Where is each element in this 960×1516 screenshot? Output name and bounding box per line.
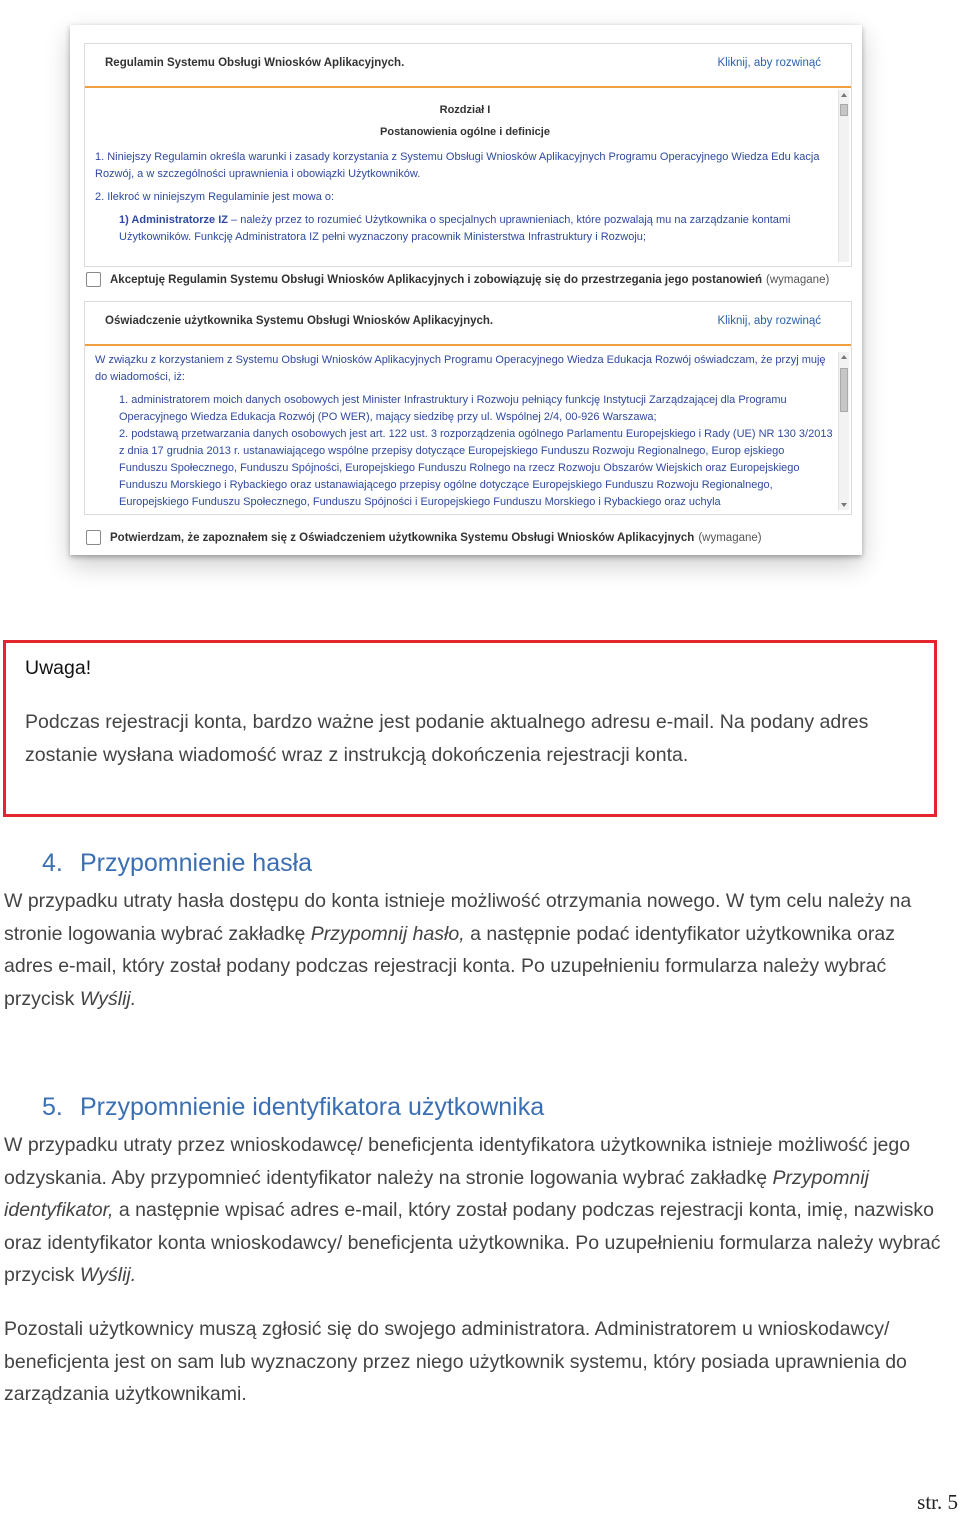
- statement-item-2: 2. podstawą przetwarzania danych osobowych jest art. 122 ust. 3 rozporządzenia ogólnego Parlamentu Europejskiego i Rady (UE) NR 130 3/2013 z dnia 17 grudnia 2013 r. ustanawiającego wspólne przepisy dotyczące Europejskiego Funduszu Rozwoju Regionalnego, Europ ejskiego Funduszu Społecznego, Funduszu Spójności, Europejskiego Funduszu Rolnego na rzecz Rozwoju Obszarów Wiejskich oraz Europejskiego Funduszu Morskiego i Rybackiego oraz ustanawiającego przepisy ogólne dotyczące Europejskiego Funduszu Rozwoju Regionalnego, Europejskiego Funduszu Społecznego, Funduszu Spójności i Europejskiego Funduszu Morskiego i Rybackiego oraz uchyla: [119, 428, 833, 508]
- section-5-title: Przypomnienie identyfikatora użytkownika: [80, 1093, 545, 1121]
- warning-title: Uwaga!: [25, 657, 92, 679]
- statement-required-note: (wymagane): [698, 531, 762, 544]
- terms-panel-header: [85, 44, 851, 88]
- section-5-text: [4, 1129, 949, 1292]
- section-4-title: Przypomnienie hasła: [80, 849, 313, 877]
- terms-panel-body: [95, 90, 835, 262]
- section-4-text-a: W przypadku utraty hasła dostępu do konta istnieje możliwość otrzymania nowego. W tym celu należy na stronie logowania wybrać zakładkę: [4, 890, 912, 945]
- form-screenshot: [70, 25, 862, 555]
- terms-scrollbar[interactable]: [838, 90, 849, 262]
- section-4-number: 4.: [42, 849, 63, 877]
- statement-expand-link[interactable]: Kliknij, aby rozwinąć: [717, 315, 821, 327]
- statement-item-1: 1. administratorem moich danych osobowych jest Minister Infrastruktury i Rozwoju pełniący funkcję Instytucji Zarządzającej dla Programu Operacyjnego Wiedza Edukacja Rozwój (PO WER), mający siedzibę przy ul. Wspólnej 2/4, 00-926 Warszawa;: [119, 394, 787, 423]
- section-5-tab-name: Przypomnij identyfikator,: [4, 1166, 869, 1222]
- terms-item-1-text: – należy przez to rozumieć Użytkownika o specjalnych uprawnieniach, które pozwalają mu na zarządzanie kontami Użytkowników. Funkcję Administratora IZ pełni wyznaczony pracownik Ministerstwa Infrastruktury i Rozwoju;: [119, 214, 791, 243]
- terms-paragraph-1: 1. Niniejszy Regulamin określa warunki i zasady korzystania z Systemu Obsługi Wniosków Aplikacyjnych Programu Operacyjnego Wiedza Edu kacja Rozwój, a w szczególności uprawnienia i obowiązki Użytkowników.: [95, 151, 820, 180]
- terms-scroll-thumb[interactable]: [840, 104, 848, 116]
- statement-panel-title: Oświadczenie użytkownika Systemu Obsługi Wniosków Aplikacyjnych.: [105, 315, 494, 327]
- terms-accept-label: Akceptuję Regulamin Systemu Obsługi Wniosków Aplikacyjnych i zobowiązuję się do przestrzegania jego postanowień: [110, 273, 763, 286]
- statement-confirm-label: Potwierdzam, że zapoznałem się z Oświadczeniem użytkownika Systemu Obsługi Wniosków Aplikacyjnych: [110, 531, 695, 544]
- statement-scrollbar[interactable]: [838, 352, 849, 510]
- warning-text: Podczas rejestracji konta, bardzo ważne jest podanie aktualnego adresu e-mail. Na podany adres zostanie wysłana wiadomość wraz z instrukcją dokończenia rejestracji konta.: [25, 711, 869, 766]
- section-5-number: 5.: [42, 1093, 63, 1121]
- section-4-text-b: a następnie podać identyfikator użytkownika oraz adres e-mail, który został podany podczas rejestracji konta. Po uzupełnieniu formularza należy wybrać przycisk: [4, 922, 895, 1010]
- statement-confirm-checkbox[interactable]: [86, 530, 101, 545]
- section-4-heading: [42, 849, 312, 878]
- statement-scroll-thumb[interactable]: [840, 368, 848, 412]
- terms-item-1-lead: 1) Administratorze IZ: [119, 214, 228, 226]
- scroll-up-icon[interactable]: [841, 93, 847, 97]
- statement-panel: [84, 301, 852, 515]
- closing-paragraph: Pozostali użytkownicy muszą zgłosić się do swojego administratora. Administratorem u wnioskodawcy/ beneficjenta jest on sam lub wyznaczony przez niego użytkownik systemu, który posiada uprawnienia do zarządzania użytkownikami.: [4, 1318, 907, 1406]
- terms-chapter: Rozdział I: [439, 104, 491, 116]
- terms-panel: [84, 43, 852, 267]
- terms-chapter-title: Postanowienia ogólne i definicje: [380, 126, 550, 138]
- terms-accept-checkbox[interactable]: [86, 272, 101, 287]
- section-4-text: [4, 885, 949, 1015]
- section-5-text-a: W przypadku utraty przez wnioskodawcę/ beneficjenta identyfikatora użytkownika istnieje możliwość jego odzyskania. Aby przypomnieć identyfikator należy na stronie logowania wybrać zakładkę: [4, 1134, 911, 1189]
- terms-accept-row: [86, 272, 829, 287]
- section-5-heading: [42, 1093, 544, 1122]
- warning-box: [3, 640, 937, 817]
- terms-expand-link[interactable]: Kliknij, aby rozwinąć: [717, 57, 821, 69]
- section-4-tab-name: Przypomnij hasło,: [310, 922, 465, 945]
- terms-panel-title: Regulamin Systemu Obsługi Wniosków Aplikacyjnych.: [105, 57, 405, 69]
- terms-item-1: [95, 212, 835, 246]
- statement-confirm-row: [86, 530, 762, 545]
- section-4-button-name: Wyślij.: [79, 987, 137, 1010]
- scroll-down-icon[interactable]: [841, 503, 847, 507]
- statement-panel-header: [85, 302, 851, 346]
- statement-panel-body: [95, 352, 835, 510]
- statement-intro: W związku z korzystaniem z Systemu Obsługi Wniosków Aplikacyjnych Programu Operacyjnego Wiedza Edukacja Rozwój oświadczam, że przyj muję do wiadomości, iż:: [95, 354, 826, 383]
- scroll-up-icon[interactable]: [841, 355, 847, 359]
- section-5-text-b: a następnie wpisać adres e-mail, który został podany podczas rejestracji konta, imię, nazwisko oraz identyfikator konta wnioskodawcy/ beneficjenta użytkownika. Po uzupełnieniu formularza należy wybrać przycisk: [4, 1199, 941, 1287]
- page-number: str. 5: [917, 1490, 958, 1514]
- section-5-button-name: Wyślij.: [79, 1264, 137, 1287]
- terms-paragraph-2: 2. Ilekroć w niniejszym Regulaminie jest mowa o:: [95, 191, 335, 203]
- terms-required-note: (wymagane): [766, 273, 830, 286]
